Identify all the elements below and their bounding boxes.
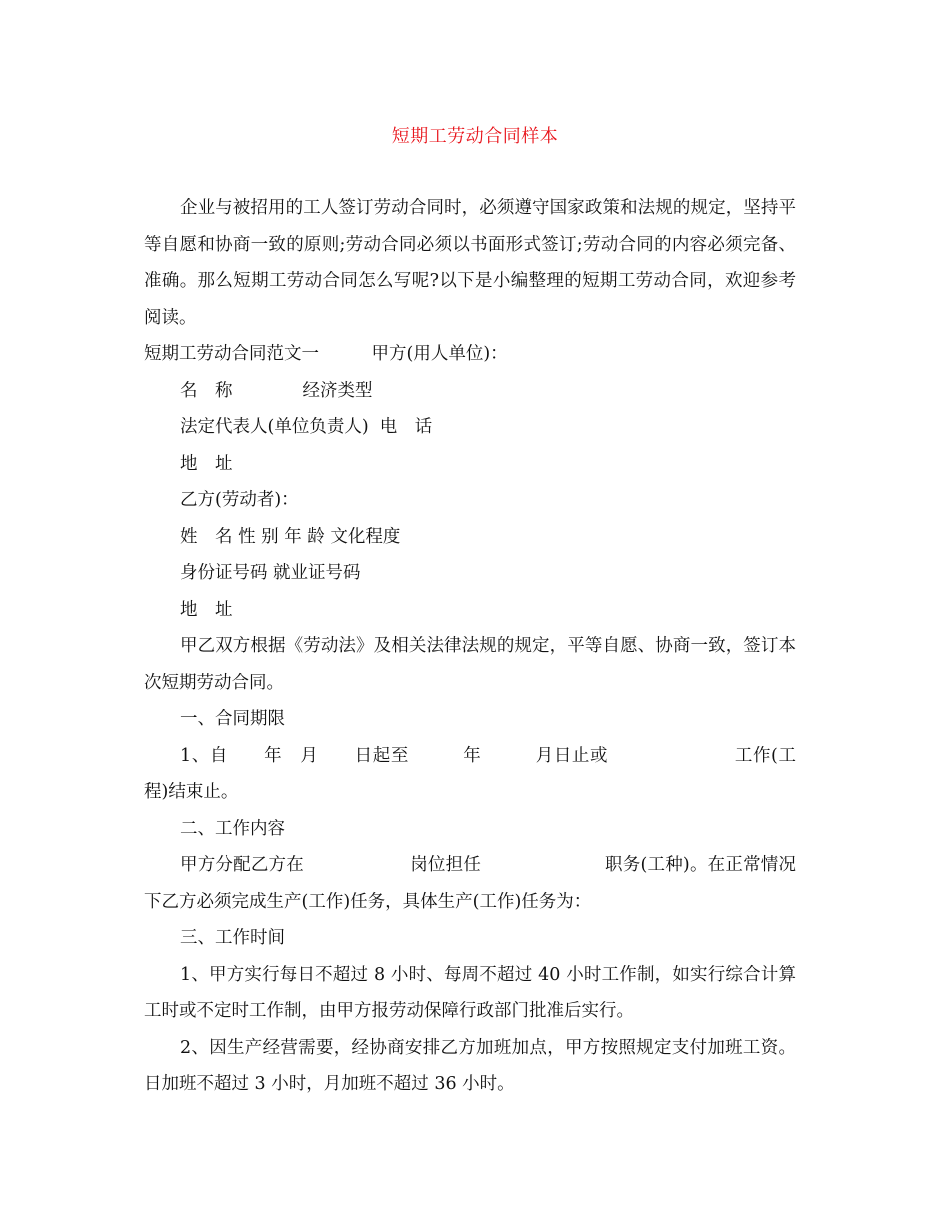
sample-heading: 短期工劳动合同范文一 甲方(用人单位)： [144, 344, 508, 364]
section1-heading: 一、合同期限 [180, 709, 285, 729]
intro-paragraph: 企业与被招用的工人签订劳动合同时，必须遵守国家政策和法规的规定，坚持平等自愿和协商一致的原则;劳动合同必须以书面形式签订;劳动合同的内容必须完备、准确。那么短期工劳动合同怎么写呢?以下是小编整理的短期工劳动合同，欢迎参考阅读。 [144, 198, 796, 328]
party-b-address-line: 地 址 [180, 599, 233, 620]
document-body [144, 190, 796, 1103]
party-b-name-line: 姓 名 性 别 年 龄 文化程度 [180, 526, 401, 547]
section3-heading: 三、工作时间 [180, 928, 285, 948]
party-a-address-line: 地 址 [180, 453, 233, 474]
section2-heading: 二、工作内容 [180, 818, 285, 839]
section2-text: 甲方分配乙方在 岗位担任 职务(工种)。在正常情况下乙方必须完成生产(工作)任务，具体生产(工作)任务为： [144, 855, 796, 912]
party-a-representative-line: 法定代表人(单位负责人) 电 话 [180, 417, 433, 437]
document-title: 短期工劳动合同样本 [391, 126, 559, 147]
party-b-heading: 乙方(劳动者)： [180, 490, 299, 510]
section3-item2: 2、因生产经营需要，经协商安排乙方加班加点，甲方按照规定支付加班工资。日加班不超过 3 小时，月加班不超过 36 小时。 [144, 1037, 796, 1094]
section1-item1: 1、自 年 月 日起至 年 月日止或 工作(工程)结束止。 [144, 745, 796, 802]
section3-item1: 1、甲方实行每日不超过 8 小时、每周不超过 40 小时工作制，如实行综合计算工时或不定时工作制，由甲方报劳动保障行政部门批准后实行。 [144, 964, 796, 1021]
party-a-name-line: 名 称 经济类型 [180, 380, 373, 401]
agreement-paragraph: 甲乙双方根据《劳动法》及相关法律法规的规定，平等自愿、协商一致，签订本次短期劳动合同。 [144, 636, 796, 693]
party-b-id-line: 身份证号码 就业证号码 [180, 563, 361, 583]
